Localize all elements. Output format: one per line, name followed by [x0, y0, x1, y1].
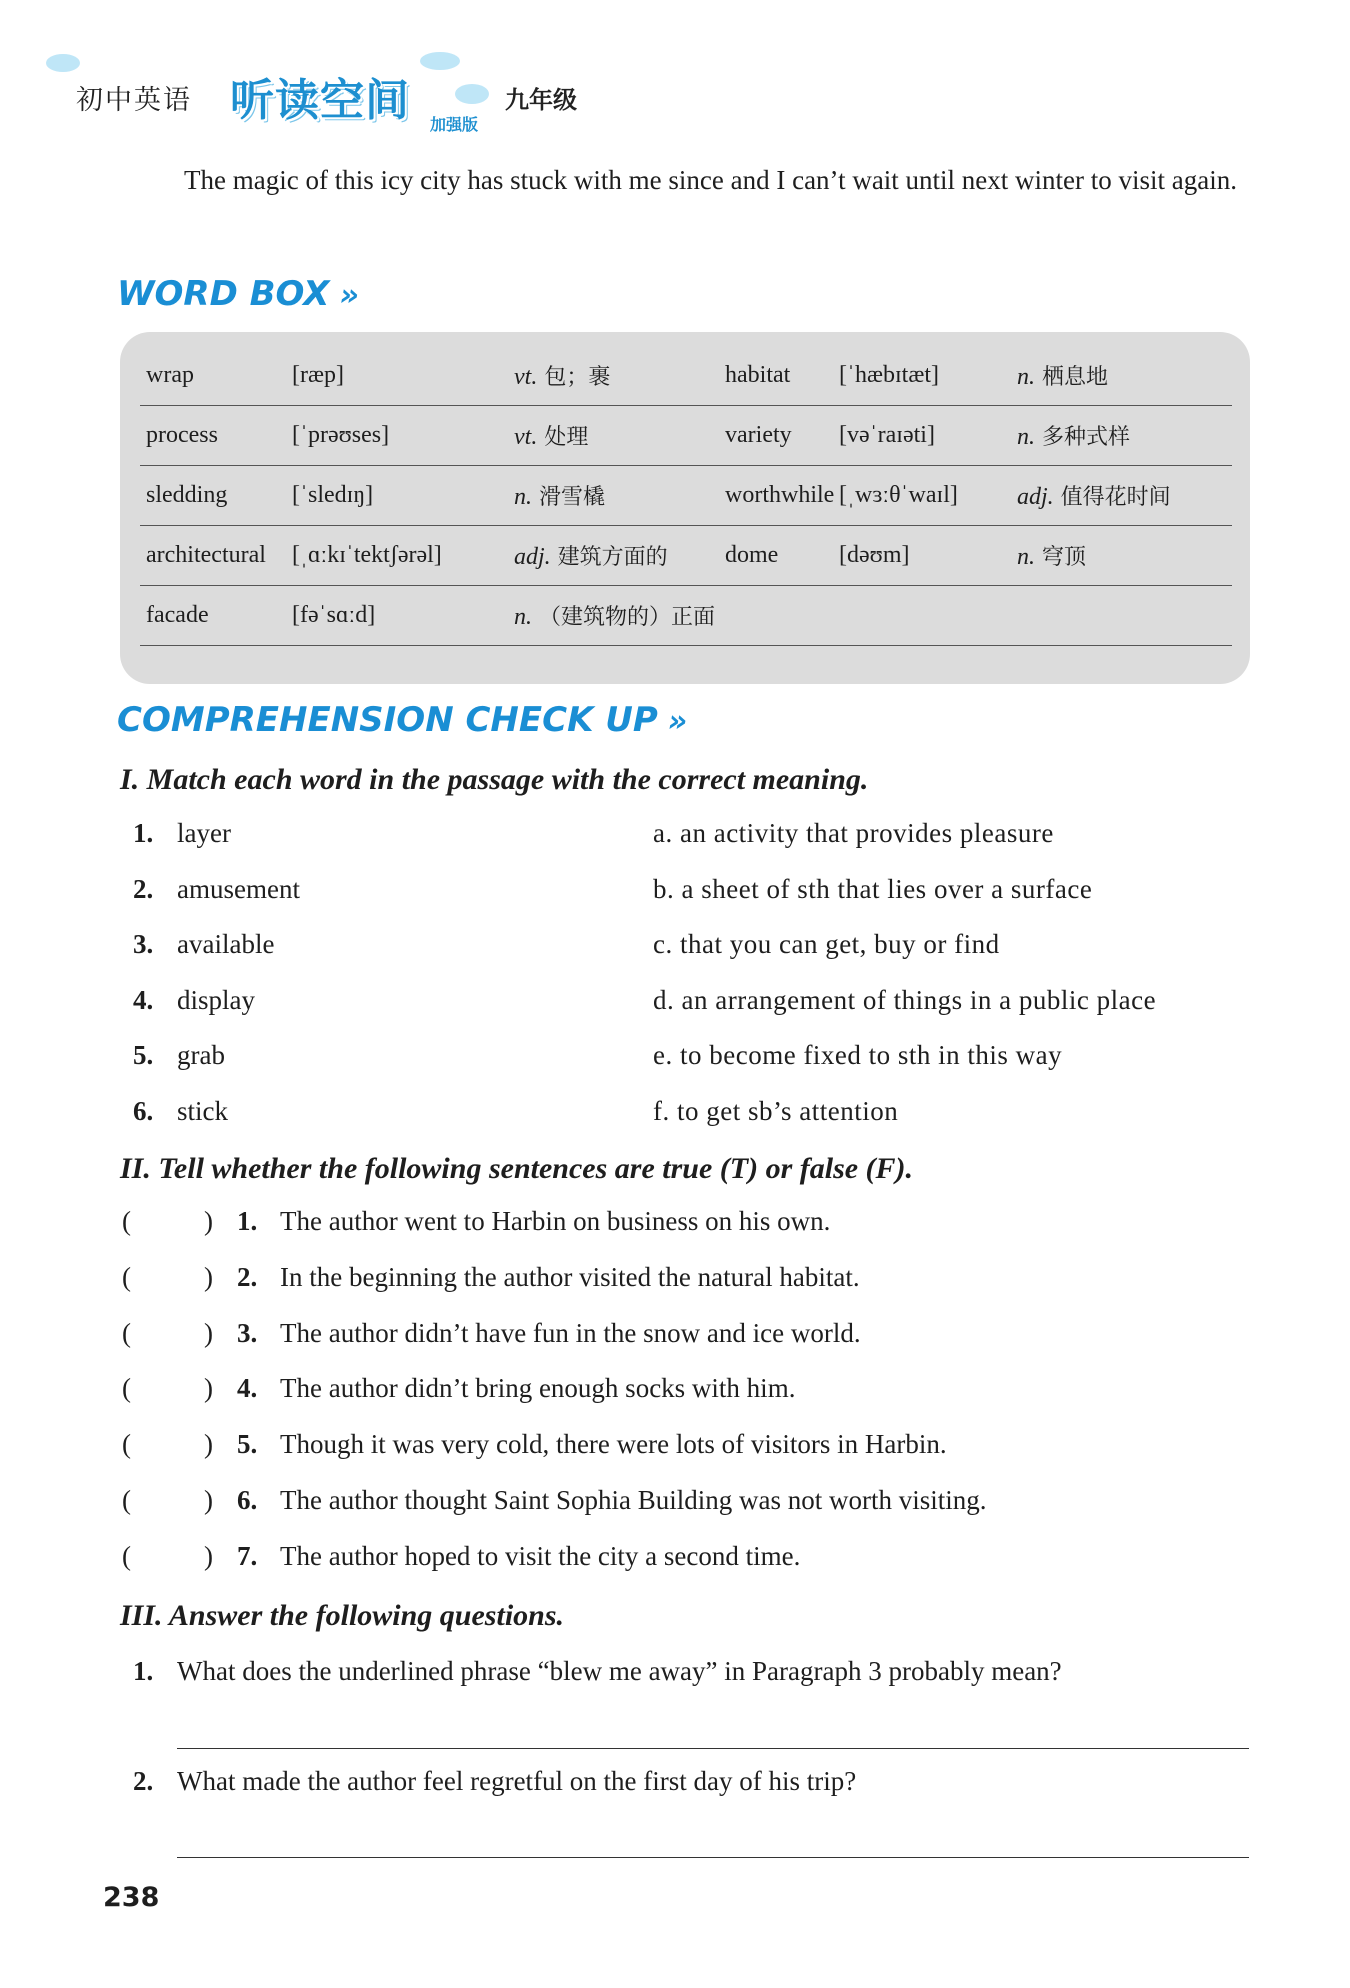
vocab-phonetic: [ˈhæbɪtæt]: [839, 346, 1017, 406]
vocab-word: process: [140, 406, 292, 466]
tf-item: [0, 1318, 1350, 1374]
vocab-definition: 栖息地: [1042, 365, 1109, 390]
answer-blank-close[interactable]: ): [204, 1373, 213, 1403]
double-chevron-icon: »: [339, 278, 359, 313]
vocabulary-table: [140, 346, 1232, 646]
vocab-row: [140, 406, 1232, 466]
answer-blank-open[interactable]: (: [122, 1373, 131, 1403]
match-row: [0, 874, 1350, 930]
vocab-definition: 包；裹: [544, 365, 611, 390]
tf-statement: The author didn’t bring enough socks with him.: [280, 1373, 796, 1403]
edition-label: 加强版: [430, 115, 479, 134]
answer-blank-close[interactable]: ): [204, 1262, 213, 1292]
match-row: [0, 1040, 1350, 1096]
match-word: amusement: [177, 874, 300, 904]
match-row: [0, 929, 1350, 985]
word-box-title: WORD BOX: [117, 274, 330, 314]
match-row: [0, 985, 1350, 1041]
match-word: available: [177, 929, 275, 959]
match-row: [0, 1096, 1350, 1152]
vocab-phonetic: [ˌɑːkɪˈtektʃərəl]: [292, 526, 514, 586]
tf-item: [0, 1262, 1350, 1318]
page-number: 238: [103, 1882, 160, 1913]
vocab-phonetic: [ˈsledɪŋ]: [292, 466, 514, 526]
match-row: [0, 818, 1350, 874]
vocab-definition: （建筑物的）正面: [539, 605, 716, 630]
vocab-phonetic: [ˈprəʊses]: [292, 406, 514, 466]
tf-number: 2.: [237, 1262, 258, 1292]
vocab-pos: n.: [514, 484, 532, 510]
match-definition: c. that you can get, buy or find: [653, 929, 1000, 959]
vocab-meaning: [1017, 406, 1232, 466]
tf-statement: In the beginning the author visited the natural habitat.: [280, 1262, 860, 1292]
vocab-definition: 处理: [544, 425, 589, 450]
vocab-word: dome: [719, 526, 839, 586]
tf-item: [0, 1206, 1350, 1262]
vocab-word: habitat: [719, 346, 839, 406]
question-number: 1.: [133, 1656, 154, 1686]
series-title: 听读空间: [230, 75, 410, 126]
tf-statement: The author went to Harbin on business on his own.: [280, 1206, 831, 1236]
tf-item: [0, 1485, 1350, 1541]
tf-item: [0, 1541, 1350, 1597]
tf-item: [0, 1429, 1350, 1485]
vocab-meaning: [514, 466, 719, 526]
cloud-icon: [455, 84, 489, 104]
match-number: 5.: [133, 1040, 154, 1070]
tf-number: 3.: [237, 1318, 258, 1348]
vocab-meaning: [1017, 346, 1232, 406]
answer-blank-open[interactable]: (: [122, 1429, 131, 1459]
word-box: [120, 332, 1250, 684]
vocab-row: [140, 346, 1232, 406]
match-definition: e. to become fixed to sth in this way: [653, 1040, 1063, 1070]
match-definition: b. a sheet of sth that lies over a surface: [653, 874, 1093, 904]
vocab-word: facade: [140, 586, 292, 646]
answer-blank-close[interactable]: ): [204, 1485, 213, 1515]
tf-number: 5.: [237, 1429, 258, 1459]
match-word: stick: [177, 1096, 228, 1126]
answer-blank-open[interactable]: (: [122, 1541, 131, 1571]
vocab-word: sledding: [140, 466, 292, 526]
match-number: 3.: [133, 929, 154, 959]
answer-blank-close[interactable]: ): [204, 1541, 213, 1571]
question-text: What made the author feel regretful on the first day of his trip?: [177, 1766, 857, 1796]
match-word: display: [177, 985, 255, 1015]
cloud-icon: [46, 54, 80, 72]
tf-number: 4.: [237, 1373, 258, 1403]
match-number: 2.: [133, 874, 154, 904]
vocab-meaning: [1017, 466, 1232, 526]
question-text: What does the underlined phrase “blew me away” in Paragraph 3 probably mean?: [177, 1656, 1062, 1686]
grade-label: 九年级: [505, 86, 577, 114]
vocab-word: variety: [719, 406, 839, 466]
intro-text: The magic of this icy city has stuck with me since and I can’t wait until next winter to visit again.: [184, 165, 1237, 195]
tf-statement: The author thought Saint Sophia Building was not worth visiting.: [280, 1485, 987, 1515]
vocab-phonetic: [ræp]: [292, 346, 514, 406]
vocab-row: [140, 586, 1232, 646]
vocab-definition: 多种式样: [1042, 425, 1131, 450]
vocab-definition: 值得花时间: [1060, 485, 1171, 510]
answer-blank-close[interactable]: ): [204, 1429, 213, 1459]
vocab-meaning: [514, 526, 719, 586]
vocab-word: worthwhile: [719, 466, 839, 526]
intro-paragraph: [120, 152, 1255, 208]
comprehension-heading: [117, 700, 687, 740]
vocab-meaning: [514, 586, 1232, 646]
vocab-pos: n.: [1017, 364, 1035, 390]
vocab-word: architectural: [140, 526, 292, 586]
vocab-row: [140, 466, 1232, 526]
tf-statement: Though it was very cold, there were lots of visitors in Harbin.: [280, 1429, 947, 1459]
tf-item: [0, 1373, 1350, 1429]
tf-statement: The author didn’t have fun in the snow and ice world.: [280, 1318, 861, 1348]
tf-number: 7.: [237, 1541, 258, 1571]
answer-blank-open[interactable]: (: [122, 1206, 131, 1236]
vocab-phonetic: [fəˈsɑːd]: [292, 586, 514, 646]
match-number: 6.: [133, 1096, 154, 1126]
answer-line[interactable]: [177, 1857, 1249, 1858]
answer-blank-close[interactable]: ): [204, 1318, 213, 1348]
comprehension-title: COMPREHENSION CHECK UP: [117, 700, 658, 740]
cloud-icon: [420, 52, 460, 70]
part1-heading: I. Match each word in the passage with the correct meaning.: [120, 763, 869, 796]
match-definition: f. to get sb’s attention: [653, 1096, 899, 1126]
part3-heading: III. Answer the following questions.: [120, 1599, 565, 1632]
answer-blank-open[interactable]: (: [122, 1485, 131, 1515]
vocab-pos: n.: [514, 604, 532, 630]
vocab-pos: n.: [1017, 424, 1035, 450]
answer-blank-open[interactable]: (: [122, 1262, 131, 1292]
vocab-pos: vt.: [514, 424, 538, 450]
vocab-pos: n.: [1017, 544, 1035, 570]
match-definition: a. an activity that provides pleasure: [653, 818, 1054, 848]
vocab-meaning: [514, 406, 719, 466]
word-box-heading: [117, 274, 359, 314]
vocab-definition: 滑雪橇: [539, 485, 606, 510]
vocab-definition: 建筑方面的: [557, 545, 668, 570]
match-number: 4.: [133, 985, 154, 1015]
double-chevron-icon: »: [667, 704, 688, 739]
match-number: 1.: [133, 818, 154, 848]
tf-number: 1.: [237, 1206, 258, 1236]
vocab-phonetic: [ˌwɜːθˈwaɪl]: [839, 466, 1017, 526]
part2-heading: II. Tell whether the following sentences are true (T) or false (F).: [120, 1152, 914, 1185]
vocab-pos: adj.: [1017, 484, 1054, 510]
vocab-pos: vt.: [514, 364, 538, 390]
vocab-phonetic: [dəʊm]: [839, 526, 1017, 586]
vocab-row: [140, 526, 1232, 586]
vocab-phonetic: [vəˈraɪəti]: [839, 406, 1017, 466]
tf-statement: The author hoped to visit the city a second time.: [280, 1541, 801, 1571]
match-definition: d. an arrangement of things in a public place: [653, 985, 1157, 1015]
page-header: [40, 50, 740, 140]
tf-number: 6.: [237, 1485, 258, 1515]
vocab-meaning: [514, 346, 719, 406]
series-prefix: 初中英语: [76, 85, 192, 116]
vocab-meaning: [1017, 526, 1232, 586]
answer-blank-open[interactable]: (: [122, 1318, 131, 1348]
question-number: 2.: [133, 1766, 154, 1796]
answer-blank-close[interactable]: ): [204, 1206, 213, 1236]
vocab-definition: 穹顶: [1042, 545, 1087, 570]
match-word: grab: [177, 1040, 225, 1070]
vocab-word: wrap: [140, 346, 292, 406]
vocab-pos: adj.: [514, 544, 551, 570]
answer-line[interactable]: [177, 1748, 1249, 1749]
match-word: layer: [177, 818, 231, 848]
